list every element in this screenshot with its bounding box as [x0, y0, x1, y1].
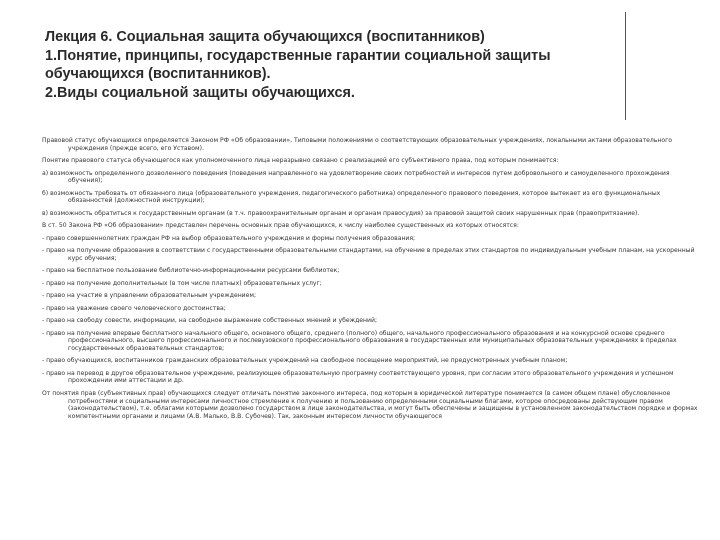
page-title [45, 28, 645, 102]
list-item: - право на бесплатное пользование библиотечно-информационными ресурсами библиотек; [42, 267, 340, 275]
list-item: - право на получение дополнительных (в том числе платных) образовательных услуг; [42, 279, 322, 287]
paragraph: а) возможность определенного дозволенного поведения (поведения направленного на удовлетворение своих потребностей и интересов путем добровольного и самоуделенного прохождения обучения); [42, 169, 670, 185]
title-line: Лекция 6. Социальная защита обучающихся (воспитанников) [45, 29, 485, 45]
paragraph: в) возможность обратиться к государственным органам (в т.ч. правоохранительным органам и органам правосудия) за правовой защитой своих нарушенных прав (правопритязание). [42, 209, 640, 217]
paragraph: Понятие правового статуса обучающегося как уполномоченного лица неразрывно связано с реализацией его субъективного права, под которым понимается: [42, 157, 559, 165]
title-line: обучающихся (воспитанников). [45, 66, 271, 82]
paragraph: В ст. 50 Закона РФ «Об образовании» представлен перечень основных прав обучающихся, к числу наиболее существенных из которых относятся: [42, 222, 519, 230]
list-item: - право на получение образования в соответствии с государственными образовательными стандартами, на обучение в пределах этих стандартов по индивидуальным учебным планам, на ускоренный курс обучения; [42, 247, 695, 262]
list-item: - право на перевод в другое образовательное учреждение, реализующее образовательную программу соответствующего уровня, при согласии этого образовательного учреждения и успешном прохождении ими аттестации и др. [42, 369, 674, 385]
list-item: - право на свободу совести, информации, на свободное выражение собственных мнений и убеждений; [42, 317, 378, 325]
list-item: - право на участие в управлении образовательным учреждением; [42, 292, 257, 300]
title-line: 1.Понятие, принципы, государственные гарантии социальной защиты [45, 47, 551, 64]
paragraph: Правовой статус обучающихся определяется Законом РФ «Об образовании», Типовыми положениями о соответствующих образовательных учреждениях, локальными актами образовательного учреждения (прежде всего, его Уставом). [42, 137, 673, 152]
paragraph: б) возможность требовать от обязанного лица (образовательного учреждения, педагогического работника) определенного правового поведения, которое вытекает из его функциональных обязанностей (должностной инструкции); [42, 189, 661, 205]
paragraph: От понятия прав (субъективных прав) обучающихся следует отличать понятие законного интереса, под которым в юридической литературе понимается (в самом общем плане) обусловленное потребностями и социальными интересами личностное стремление к получению и пользованию определенными социальными благами, которое опосредованы действующим правом (законодательством), т.е. облагами которыми дозволено государством в лице законодательства, и могут быть обеспечены и защищены в установленном законодательством порядке и формах компетентными органами и лицами (А.В. Малько, В.В. Субочев). Так, законным интересом личности обучающегося [42, 389, 698, 420]
list-item: - право на уважение своего человеческого достоинства; [42, 304, 226, 312]
list-item: - право совершеннолетних граждан РФ на выбор образовательного учреждения и формы получения образования; [42, 234, 416, 242]
document-body [42, 137, 705, 425]
title-line: 2.Виды социальной защиты обучающихся. [45, 84, 355, 101]
list-item: - право обучающихся, воспитанников гражданских образовательных учреждений на свободное посещение мероприятий, не предусмотренных учебным планом; [42, 357, 568, 365]
list-item: - право на получение впервые бесплатного начального общего, основного общего, среднего (полного) общего, начального профессионального образования и на конкурсной основе среднего профессионального, высшего профессионального и послевузовского профессионального образования в государственных или муниципальных образовательных учреждениях в пределах государственных образовательных стандартов; [42, 329, 677, 352]
